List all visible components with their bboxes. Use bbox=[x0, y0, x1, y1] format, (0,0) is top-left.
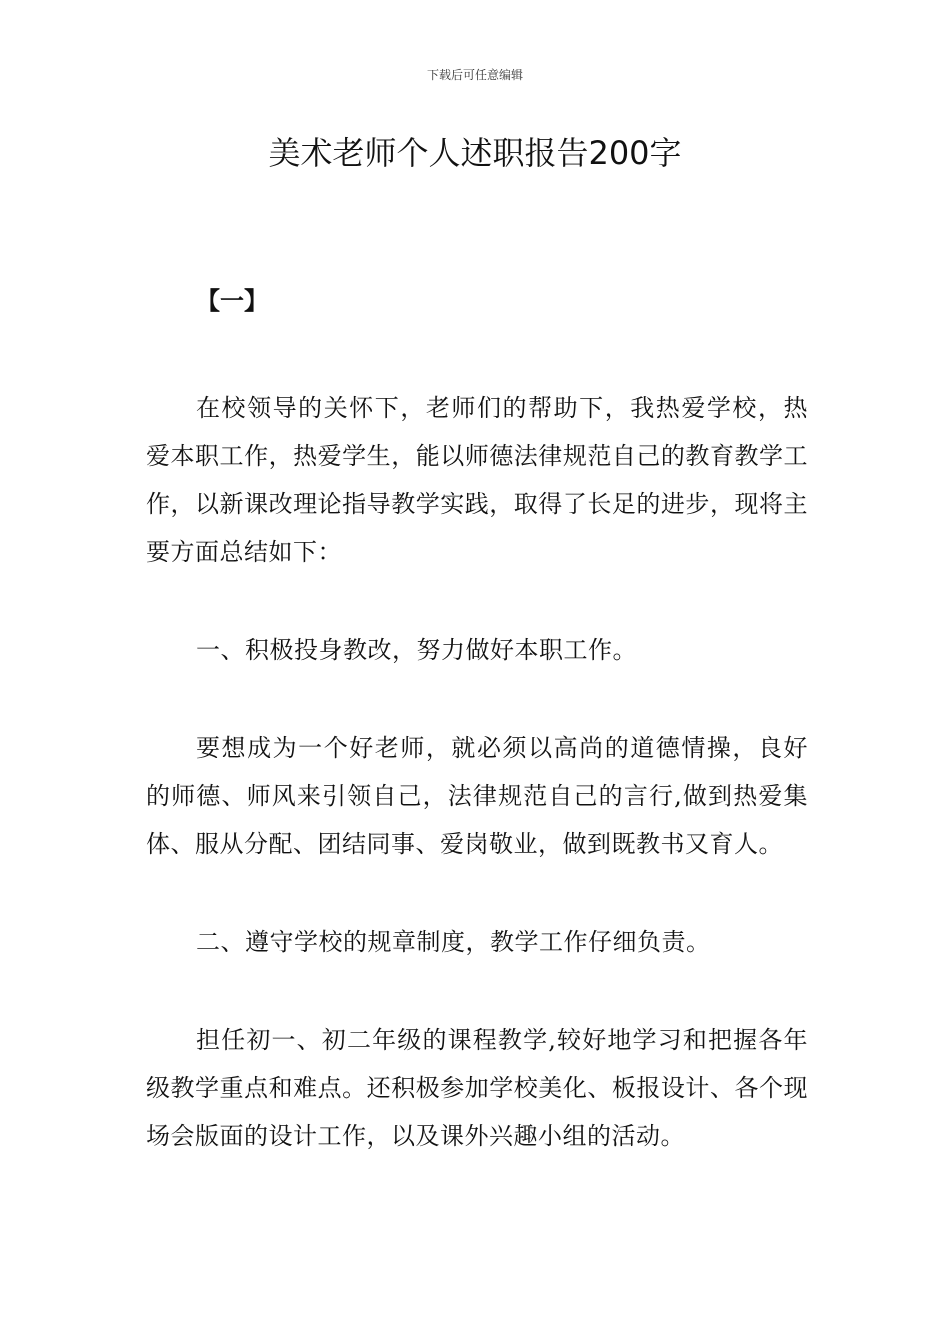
paragraph-heading-2: 二、遵守学校的规章制度，教学工作仔细负责。 bbox=[196, 928, 711, 956]
paragraph-ethics: 要想成为一个好老师，就必须以高尚的道德情操，良好的师德、师风来引领自己，法律规范自己的言行,做到热爱集体、服从分配、团结同事、爱岗敬业，做到既教书又育人。 bbox=[146, 734, 808, 858]
section-label: 【一】 bbox=[196, 287, 268, 315]
header-note: 下载后可任意编辑 bbox=[426, 68, 523, 82]
paragraph-teaching: 担任初一、初二年级的课程教学,较好地学习和把握各年级教学重点和难点。还积极参加学校美化、板报设计、各个现场会版面的设计工作，以及课外兴趣小组的活动。 bbox=[146, 1026, 808, 1150]
paragraph-heading-1: 一、积极投身教改，努力做好本职工作。 bbox=[196, 636, 637, 664]
document-body bbox=[146, 282, 808, 1210]
document-title: 美术老师个人述职报告200字 bbox=[268, 134, 682, 172]
paragraph-intro: 在校领导的关怀下，老师们的帮助下，我热爱学校，热爱本职工作，热爱学生，能以师德法律规范自己的教育教学工作，以新课改理论指导教学实践，取得了长足的进步，现将主要方面总结如下： bbox=[146, 394, 808, 566]
